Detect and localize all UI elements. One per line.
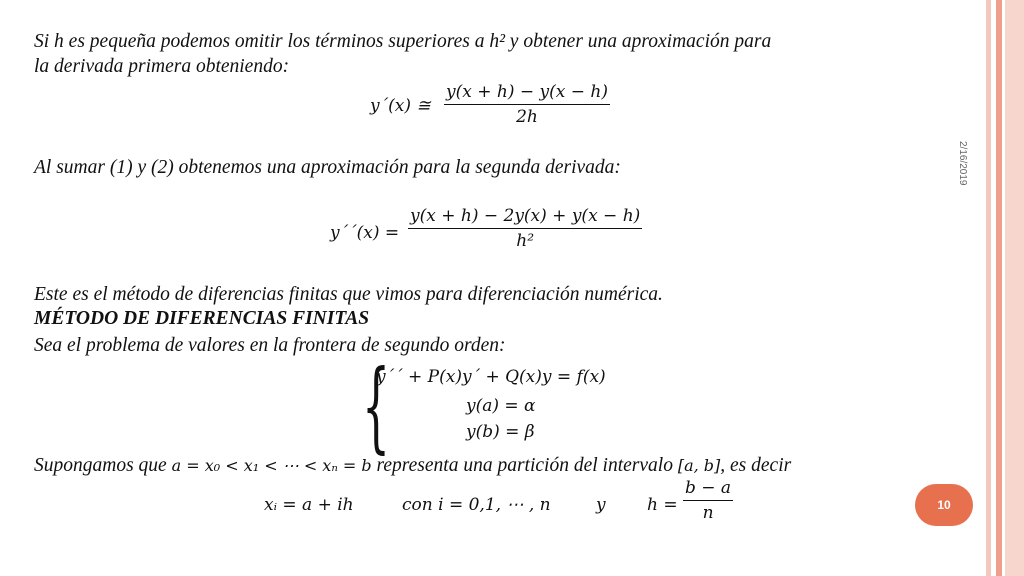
partition-y: y [596, 495, 606, 515]
left-brace: { [362, 350, 391, 464]
partition-h-fraction [683, 476, 733, 525]
decor-stripe [1005, 0, 1024, 576]
line6-math: a = x₀ < x₁ < ⋯ < xₙ = b [171, 456, 372, 475]
system-eq-1: y´´ + P(x)y´ + Q(x)y = f(x) [376, 367, 606, 387]
slide-date: 2/16/2019 [957, 141, 968, 186]
line6-interval: [a, b] [677, 456, 721, 475]
decor-stripe [986, 0, 991, 576]
eq1-fraction [444, 80, 610, 129]
eq1-lhs: y´(x) ≅ [370, 96, 431, 116]
text-line-3: Al sumar (1) y (2) obtenemos una aproximación para la segunda derivada: [34, 157, 621, 178]
eq2-denominator: h² [516, 231, 535, 251]
eq2-fraction [408, 204, 642, 253]
text-line-6 [34, 454, 791, 478]
system-eq-2: y(a) = α [466, 396, 536, 416]
partition-xi: xᵢ = a + ih [264, 495, 354, 515]
eq2-lhs: y´´(x) = [330, 223, 400, 243]
page-number-badge: 10 [915, 484, 973, 526]
text-line-2: la derivada primera obteniendo: [34, 56, 290, 77]
eq1-numerator: y(x + h) − y(x − h) [446, 82, 608, 102]
text-line-1: Si h es pequeña podemos omitir los términos superiores a h² y obtener una aproximación para [34, 31, 772, 52]
eq2-numerator: y(x + h) − 2y(x) + y(x − h) [410, 206, 641, 226]
h-denominator: n [702, 503, 714, 523]
line6-end: , es decir [720, 455, 792, 476]
text-line-5: Sea el problema de valores en la frontera de segundo orden: [34, 335, 506, 356]
section-heading: MÉTODO DE DIFERENCIAS FINITAS [34, 308, 370, 329]
line6-mid: representa una partición del intervalo [371, 455, 678, 476]
eq1-denominator: 2h [516, 107, 538, 127]
text-line-4: Este es el método de diferencias finitas que vimos para diferenciación numérica. [34, 284, 663, 305]
system-eq-3: y(b) = β [466, 422, 535, 442]
h-numerator: b − a [685, 478, 732, 498]
partition-con: con i = 0,1, ⋯ , n [402, 495, 551, 515]
line6-start: Supongamos que [34, 455, 172, 476]
partition-h-lhs: h = [647, 495, 678, 515]
